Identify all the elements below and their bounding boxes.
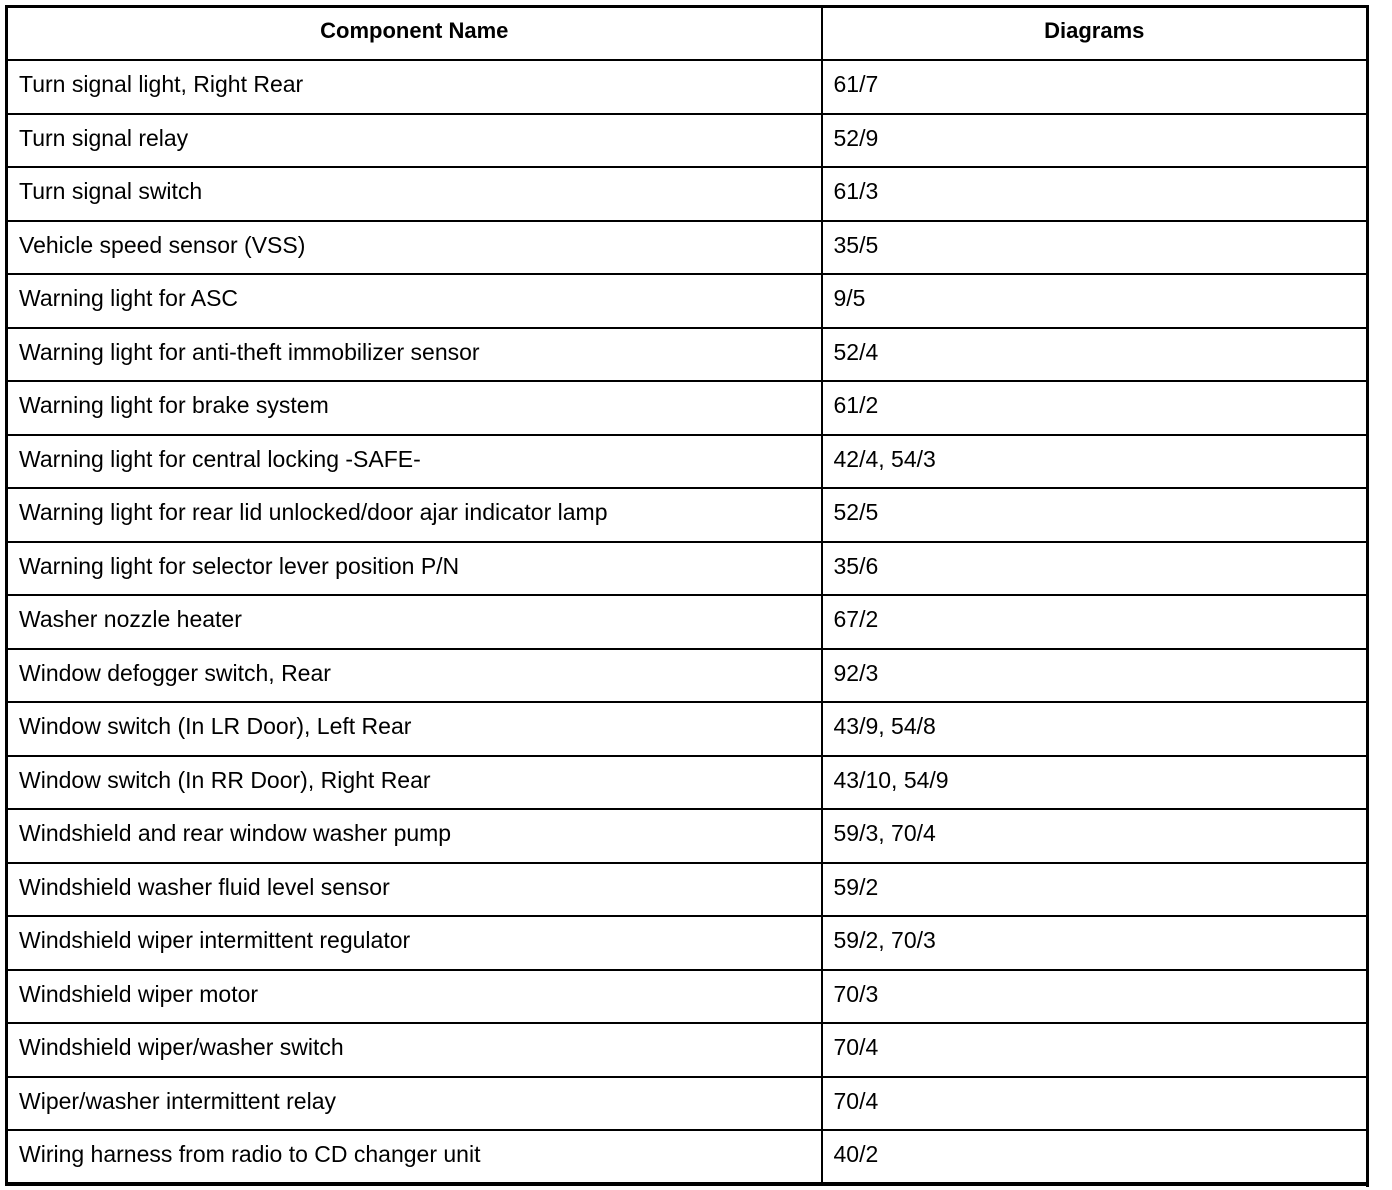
table-row (7, 863, 1368, 917)
component-name-cell: Warning light for ASC (7, 274, 822, 328)
component-name-cell: Wiring harness from radio to CD changer unit (7, 1130, 822, 1184)
diagram-ref-cell: 70/4 (822, 1077, 1368, 1131)
table-row (7, 702, 1368, 756)
table-row (7, 221, 1368, 275)
diagram-ref-cell: 59/2 (822, 863, 1368, 917)
component-name-cell: Warning light for brake system (7, 381, 822, 435)
table-row (7, 756, 1368, 810)
diagram-ref-cell: 59/3, 70/4 (822, 809, 1368, 863)
component-name-cell: Wiper/washer intermittent relay (7, 1077, 822, 1131)
table-header-row (7, 7, 1368, 61)
component-name-cell: Windshield washer fluid level sensor (7, 863, 822, 917)
diagram-ref-cell: 42/4, 54/3 (822, 435, 1368, 489)
component-name-cell: Turn signal light, Right Rear (7, 60, 822, 114)
component-name-cell: Warning light for selector lever position P/N (7, 542, 822, 596)
component-name-cell: Windshield wiper/washer switch (7, 1023, 822, 1077)
column-header-component-name: Component Name (7, 7, 822, 61)
table-row (7, 1077, 1368, 1131)
diagram-ref-cell: 52/5 (822, 488, 1368, 542)
diagram-ref-cell: 52/4 (822, 328, 1368, 382)
table-row (7, 381, 1368, 435)
component-name-cell: Windshield wiper intermittent regulator (7, 916, 822, 970)
component-table-container (5, 5, 1366, 1183)
diagram-ref-cell: 59/2, 70/3 (822, 916, 1368, 970)
table-row (7, 970, 1368, 1024)
table-row (7, 488, 1368, 542)
diagram-ref-cell: 92/3 (822, 649, 1368, 703)
diagram-ref-cell: 40/2 (822, 1130, 1368, 1184)
component-name-cell: Windshield wiper motor (7, 970, 822, 1024)
table-row (7, 328, 1368, 382)
diagram-ref-cell: 43/10, 54/9 (822, 756, 1368, 810)
diagram-ref-cell: 61/3 (822, 167, 1368, 221)
diagram-ref-cell: 43/9, 54/8 (822, 702, 1368, 756)
component-name-cell: Washer nozzle heater (7, 595, 822, 649)
table-row (7, 542, 1368, 596)
component-name-cell: Window switch (In RR Door), Right Rear (7, 756, 822, 810)
component-diagram-table (5, 5, 1369, 1185)
table-row (7, 167, 1368, 221)
table-shadow-right (1366, 5, 1369, 1187)
component-name-cell: Window switch (In LR Door), Left Rear (7, 702, 822, 756)
component-name-cell: Vehicle speed sensor (VSS) (7, 221, 822, 275)
table-row (7, 649, 1368, 703)
diagram-ref-cell: 35/5 (822, 221, 1368, 275)
diagram-ref-cell: 61/7 (822, 60, 1368, 114)
diagram-ref-cell: 70/3 (822, 970, 1368, 1024)
component-name-cell: Warning light for rear lid unlocked/door ajar indicator lamp (7, 488, 822, 542)
table-row (7, 114, 1368, 168)
component-name-cell: Turn signal switch (7, 167, 822, 221)
table-row (7, 60, 1368, 114)
diagram-ref-cell: 35/6 (822, 542, 1368, 596)
component-name-cell: Window defogger switch, Rear (7, 649, 822, 703)
table-row (7, 809, 1368, 863)
table-shadow-bottom (5, 1183, 1369, 1186)
diagram-ref-cell: 70/4 (822, 1023, 1368, 1077)
component-name-cell: Warning light for anti-theft immobilizer sensor (7, 328, 822, 382)
table-row (7, 274, 1368, 328)
diagram-ref-cell: 61/2 (822, 381, 1368, 435)
table-row (7, 435, 1368, 489)
table-row (7, 1023, 1368, 1077)
diagram-ref-cell: 67/2 (822, 595, 1368, 649)
table-row (7, 595, 1368, 649)
component-name-cell: Windshield and rear window washer pump (7, 809, 822, 863)
column-header-diagrams: Diagrams (822, 7, 1368, 61)
component-name-cell: Turn signal relay (7, 114, 822, 168)
diagram-ref-cell: 9/5 (822, 274, 1368, 328)
table-row (7, 1130, 1368, 1184)
diagram-ref-cell: 52/9 (822, 114, 1368, 168)
table-row (7, 916, 1368, 970)
component-name-cell: Warning light for central locking -SAFE- (7, 435, 822, 489)
